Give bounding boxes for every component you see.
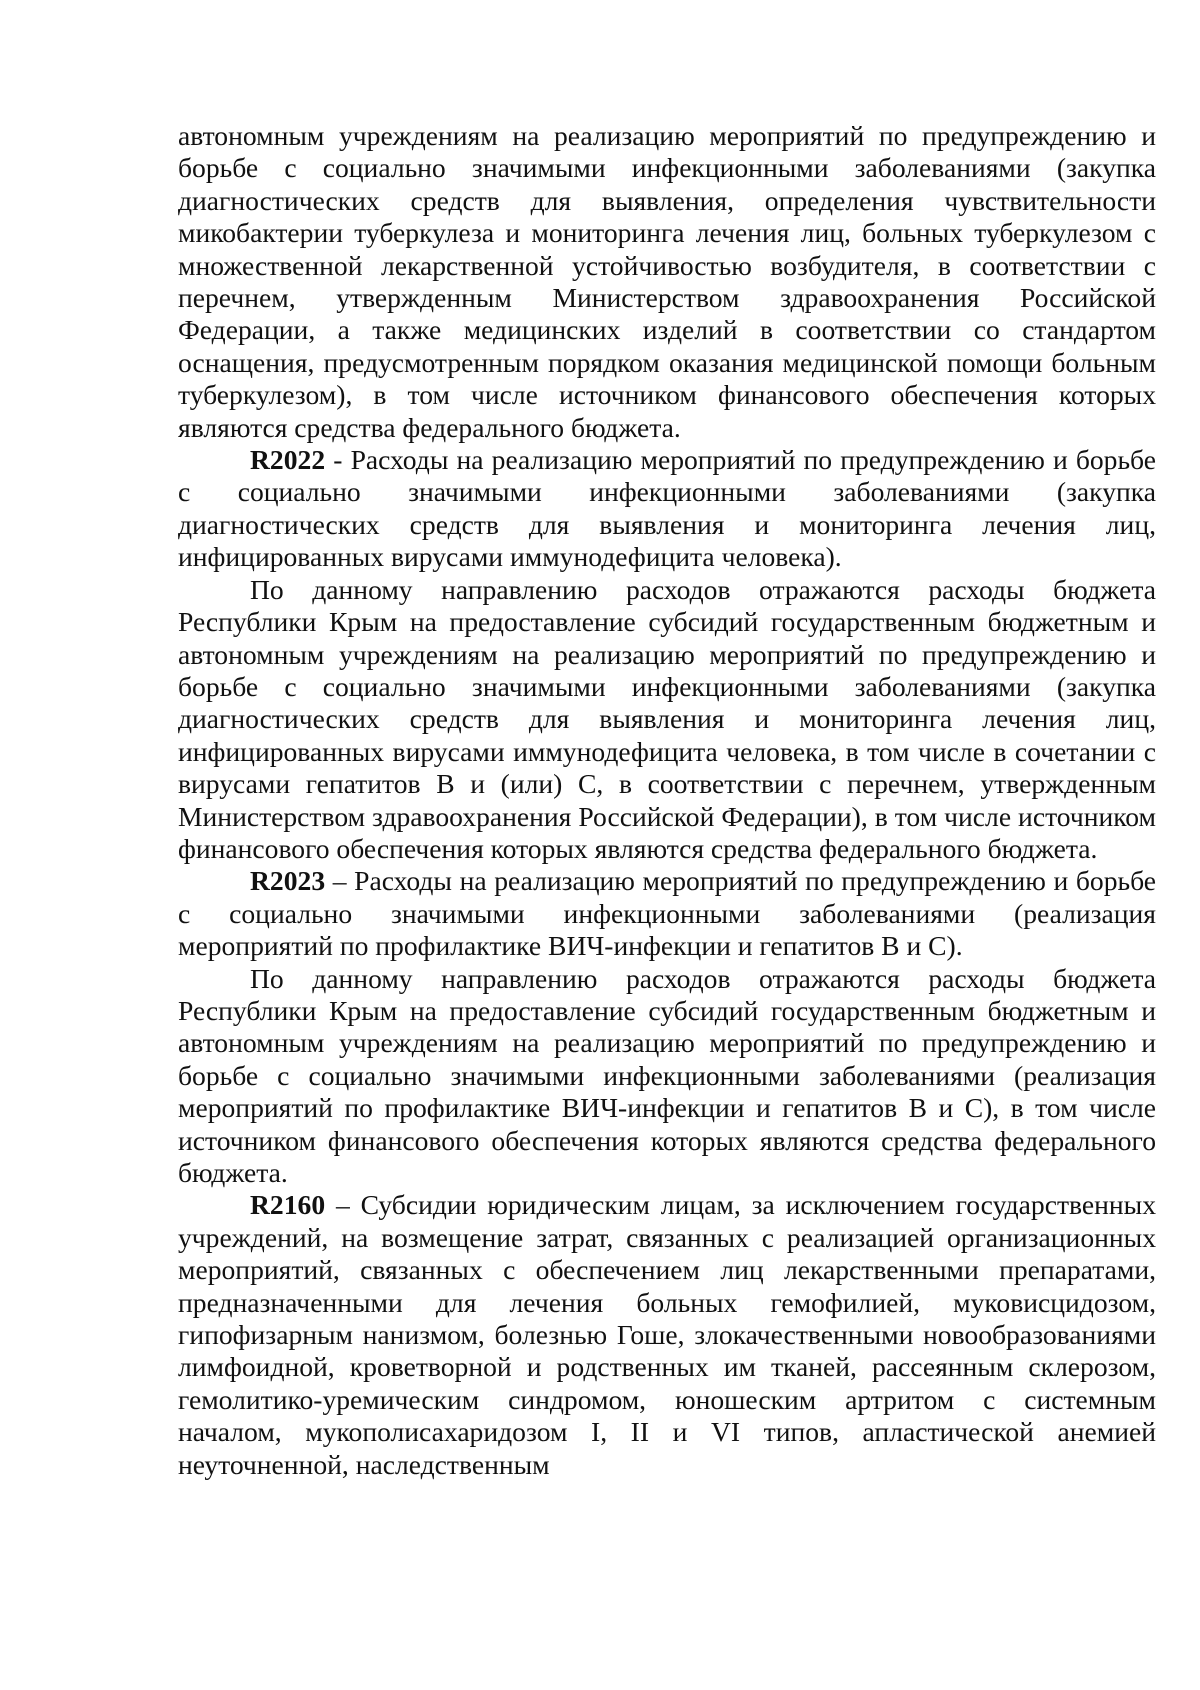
paragraph-r2023-heading <box>178 865 1156 962</box>
paragraph-r2022-description <box>178 574 1156 866</box>
paragraph-r2023-description <box>178 963 1156 1190</box>
code-r2022: R2022 <box>250 444 326 476</box>
paragraph-r2160-title: – Субсидии юридическим лицам, за исключением государственных учреждений, на возмещение затрат, связанных с реализацией организационных мероприятий, связанных с обеспечением лиц лекарственными препаратами, предназначенными для лечения больных гемофилией, муковисцидозом, гипофизарным нанизмом, болезнью Гоше, злокачественными новообразованиями лимфоидной, кроветворной и родственных им тканей, рассеянным склерозом, гемолитико-уремическим синдромом, юношеским артритом с системным началом, мукополисахаридозом I, II и VI типов, апластической анемией неуточненной, наследственным <box>178 1189 1156 1480</box>
paragraph-1 <box>178 120 1156 444</box>
paragraph-r2022-heading <box>178 444 1156 574</box>
paragraph-r2023-title: – Расходы на реализацию мероприятий по предупреждению и борьбе с социально значимыми инфекционными заболеваниями (реализация мероприятий по профилактике ВИЧ-инфекции и гепатитов В и С). <box>178 865 1156 962</box>
paragraph-r2022-title: - Расходы на реализацию мероприятий по предупреждению и борьбе с социально значимыми инфекционными заболеваниями (закупка диагностических средств для выявления и мониторинга лечения лиц, инфицированных вирусами иммунодефицита человека). <box>178 444 1156 573</box>
code-r2023: R2023 <box>250 865 326 897</box>
code-r2160: R2160 <box>250 1189 326 1221</box>
paragraph-5-text: По данному направлению расходов отражаются расходы бюджета Республики Крым на предоставление субсидий государственным бюджетным и автономным учреждениям на реализацию мероприятий по предупреждению и борьбе с социально значимыми инфекционными заболеваниями (реализация мероприятий по профилактике ВИЧ-инфекции и гепатитов В и С), в том числе источником финансового обеспечения которых являются средства федерального бюджета. <box>178 962 1156 1188</box>
paragraph-3-text: По данному направлению расходов отражаются расходы бюджета Республики Крым на предоставление субсидий государственным бюджетным и автономным учреждениям на реализацию мероприятий по предупреждению и борьбе с социально значимыми инфекционными заболеваниями (закупка диагностических средств для выявления и мониторинга лечения лиц, инфицированных вирусами иммунодефицита человека, в том числе в сочетании с вирусами гепатитов В и (или) С, в соответствии с перечнем, утвержденным Министерством здравоохранения Российской Федерации), в том числе источником финансового обеспечения которых являются средства федерального бюджета. <box>178 573 1156 864</box>
paragraph-1-text: автономным учреждениям на реализацию мероприятий по предупреждению и борьбе с социально значимыми инфекционными заболеваниями (закупка диагностических средств для выявления, определения чувствительности микобактерии туберкулеза и мониторинга лечения лиц, больных туберкулезом с множественной лекарственной устойчивостью возбудителя, в соответствии с перечнем, утвержденным Министерством здравоохранения Российской Федерации, а также медицинских изделий в соответствии со стандартом оснащения, предусмотренным порядком оказания медицинской помощи больным туберкулезом), в том числе источником финансового обеспечения которых являются средства федерального бюджета. <box>178 120 1156 443</box>
paragraph-r2160-heading <box>178 1189 1156 1481</box>
document-page <box>178 120 1156 1481</box>
